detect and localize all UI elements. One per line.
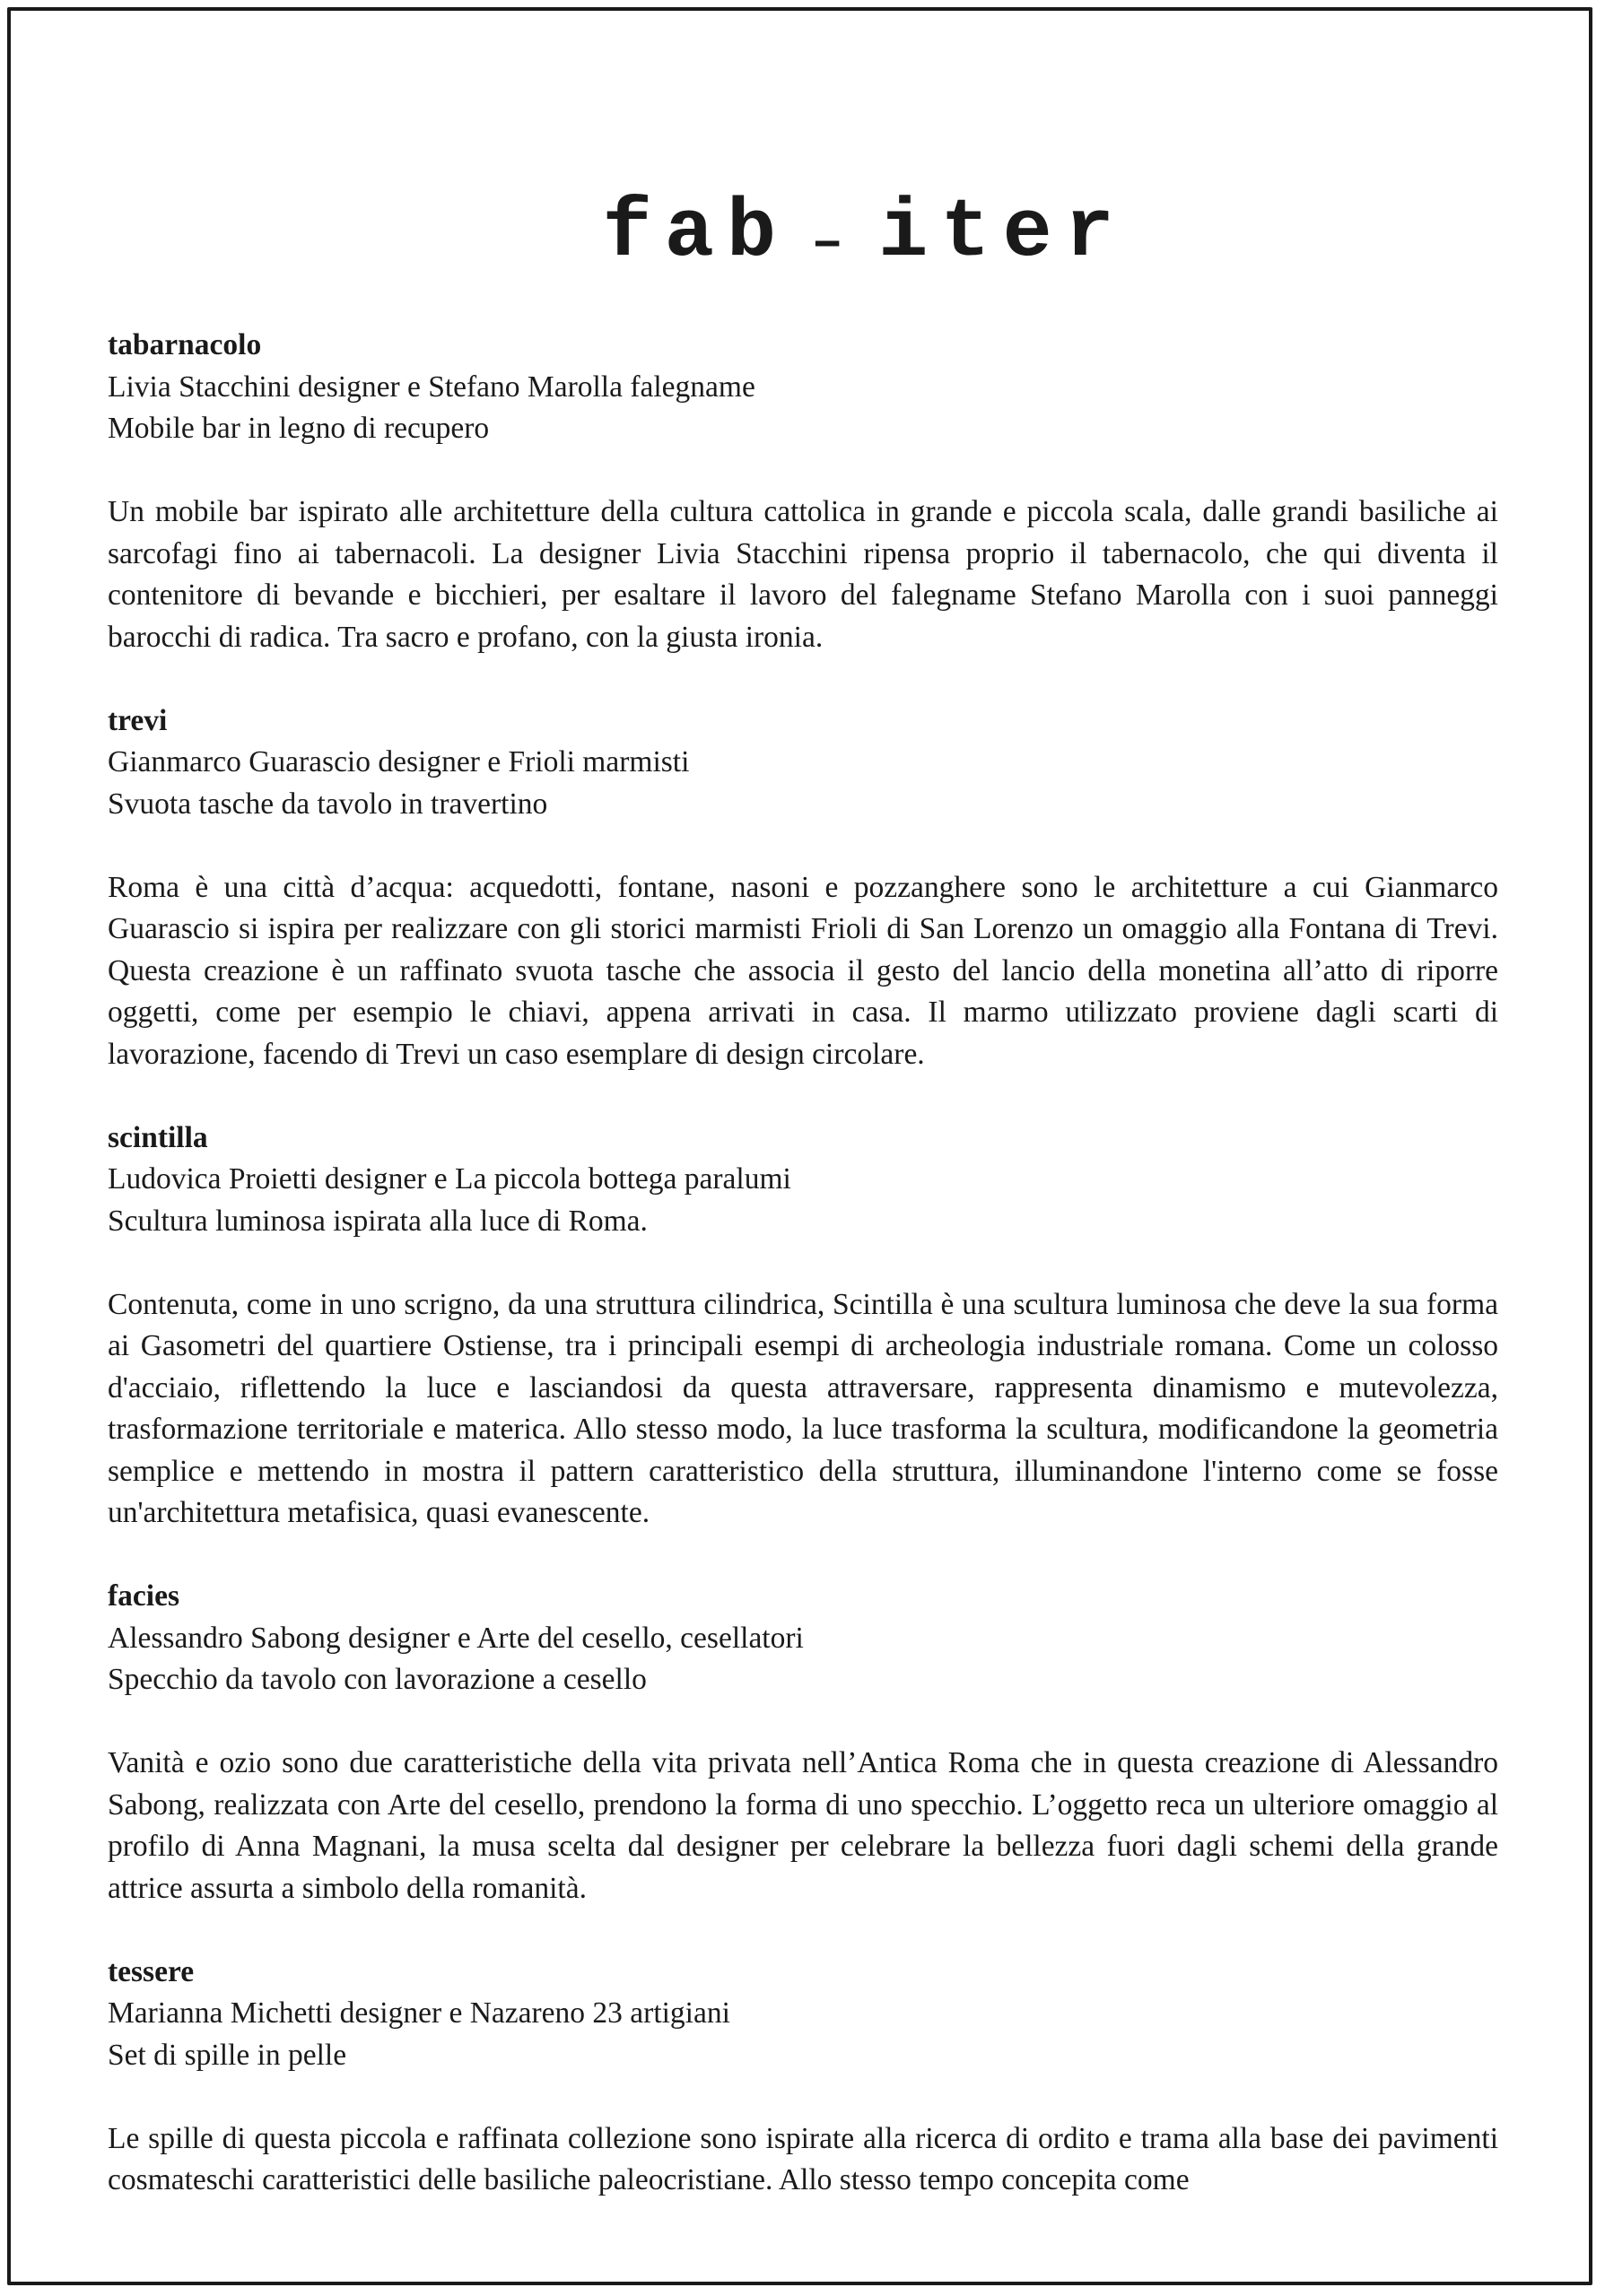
entry-tessere [108,1952,1498,2202]
entry-title: tessere [108,1954,195,1988]
entry-description: Contenuta, come in uno scrigno, da una struttura cilindrica, Scintilla è una scultura luminosa che deve la sua forma ai Gasometri del quartiere Ostiense, tra i principali esempi di archeologia industriale romana. Come un colosso d'acciaio, riflettendo la luce e lasciandosi da questa attraversare, rappresenta dinamismo e mutevolezza, trasformazione territoriale e materica. Allo stesso modo, la luce trasforma la scultura, modificandone la geometria semplice e mettendo in mostra il pattern caratteristico della struttura, illuminandone l'interno come se fosse un'architettura metafisica, quasi evanescente. [108,1287,1498,1529]
entry-authors: Livia Stacchini designer e Stefano Marolla falegname [108,370,755,404]
entry-title: tabarnacolo [108,328,262,361]
entry-description: Le spille di questa piccola e raffinata collezione sono ispirate alla ricerca di ordito e trama alla base dei pavimenti cosmateschi caratteristici delle basiliche paleocristiane. Allo stesso tempo concepita come [108,2121,1498,2196]
entry-tabarnacolo [108,325,1498,658]
logo-text-left: fab [602,186,789,280]
entry-product: Specchio da tavolo con lavorazione a cesello [108,1663,647,1696]
entry-product: Svuota tasche da tavolo in travertino [108,787,548,821]
brand-logo [0,109,1605,280]
entry-description: Un mobile bar ispirato alle architetture della cultura cattolica in grande e piccola scala, dalle grandi basiliche ai sarcofagi fino ai tabernacoli. La designer Livia Stacchini ripensa proprio il tabernacolo, che qui diventa il contenitore di bevande e bicchieri, per esaltare il lavoro del falegname Stefano Marolla con i suoi panneggi barocchi di radica. Tra sacro e profano, con la giusta ironia. [108,495,1498,654]
entry-title: facies [108,1579,179,1613]
entry-trevi [108,700,1498,1076]
entry-product: Set di spille in pelle [108,2038,347,2072]
entry-authors: Marianna Michetti designer e Nazareno 23 artigiani [108,1996,730,2030]
logo-mark: – [811,213,857,274]
entry-authors: Alessandro Sabong designer e Arte del cesello, cesellatori [108,1621,804,1655]
entry-authors: Gianmarco Guarascio designer e Frioli marmisti [108,745,690,778]
entry-authors: Ludovica Proietti designer e La piccola bottega paralumi [108,1162,791,1196]
entry-description: Roma è una città d’acqua: acquedotti, fontane, nasoni e pozzanghere sono le architetture a cui Gianmarco Guarascio si ispira per realizzare con gli storici marmisti Frioli di San Lorenzo un omaggio alla Fontana di Trevi. Questa creazione è un raffinato svuota tasche che associa il gesto del lancio della monetina all’atto di riporre oggetti, come per esempio le chiavi, appena arrivati in casa. Il marmo utilizzato proviene dagli scarti di lavorazione, facendo di Trevi un caso esemplare di design circolare. [108,870,1498,1071]
entry-title: trevi [108,703,168,737]
logo-text-right: iter [878,186,1127,280]
document-body [108,325,1498,2243]
entry-description: Vanità e ozio sono due caratteristiche della vita privata nell’Antica Roma che in questa creazione di Alessandro Sabong, realizzata con Arte del cesello, prendono la forma di uno specchio. L’oggetto reca un ulteriore omaggio al profilo di Anna Magnani, la musa scelta dal designer per celebrare la bellezza fuori dagli schemi della grande attrice assurta a simbolo della romanità. [108,1746,1498,1905]
entry-product: Mobile bar in legno di recupero [108,412,490,445]
entry-product: Scultura luminosa ispirata alla luce di Roma. [108,1204,648,1238]
entry-scintilla [108,1118,1498,1535]
entry-facies [108,1576,1498,1909]
entry-title: scintilla [108,1120,208,1154]
